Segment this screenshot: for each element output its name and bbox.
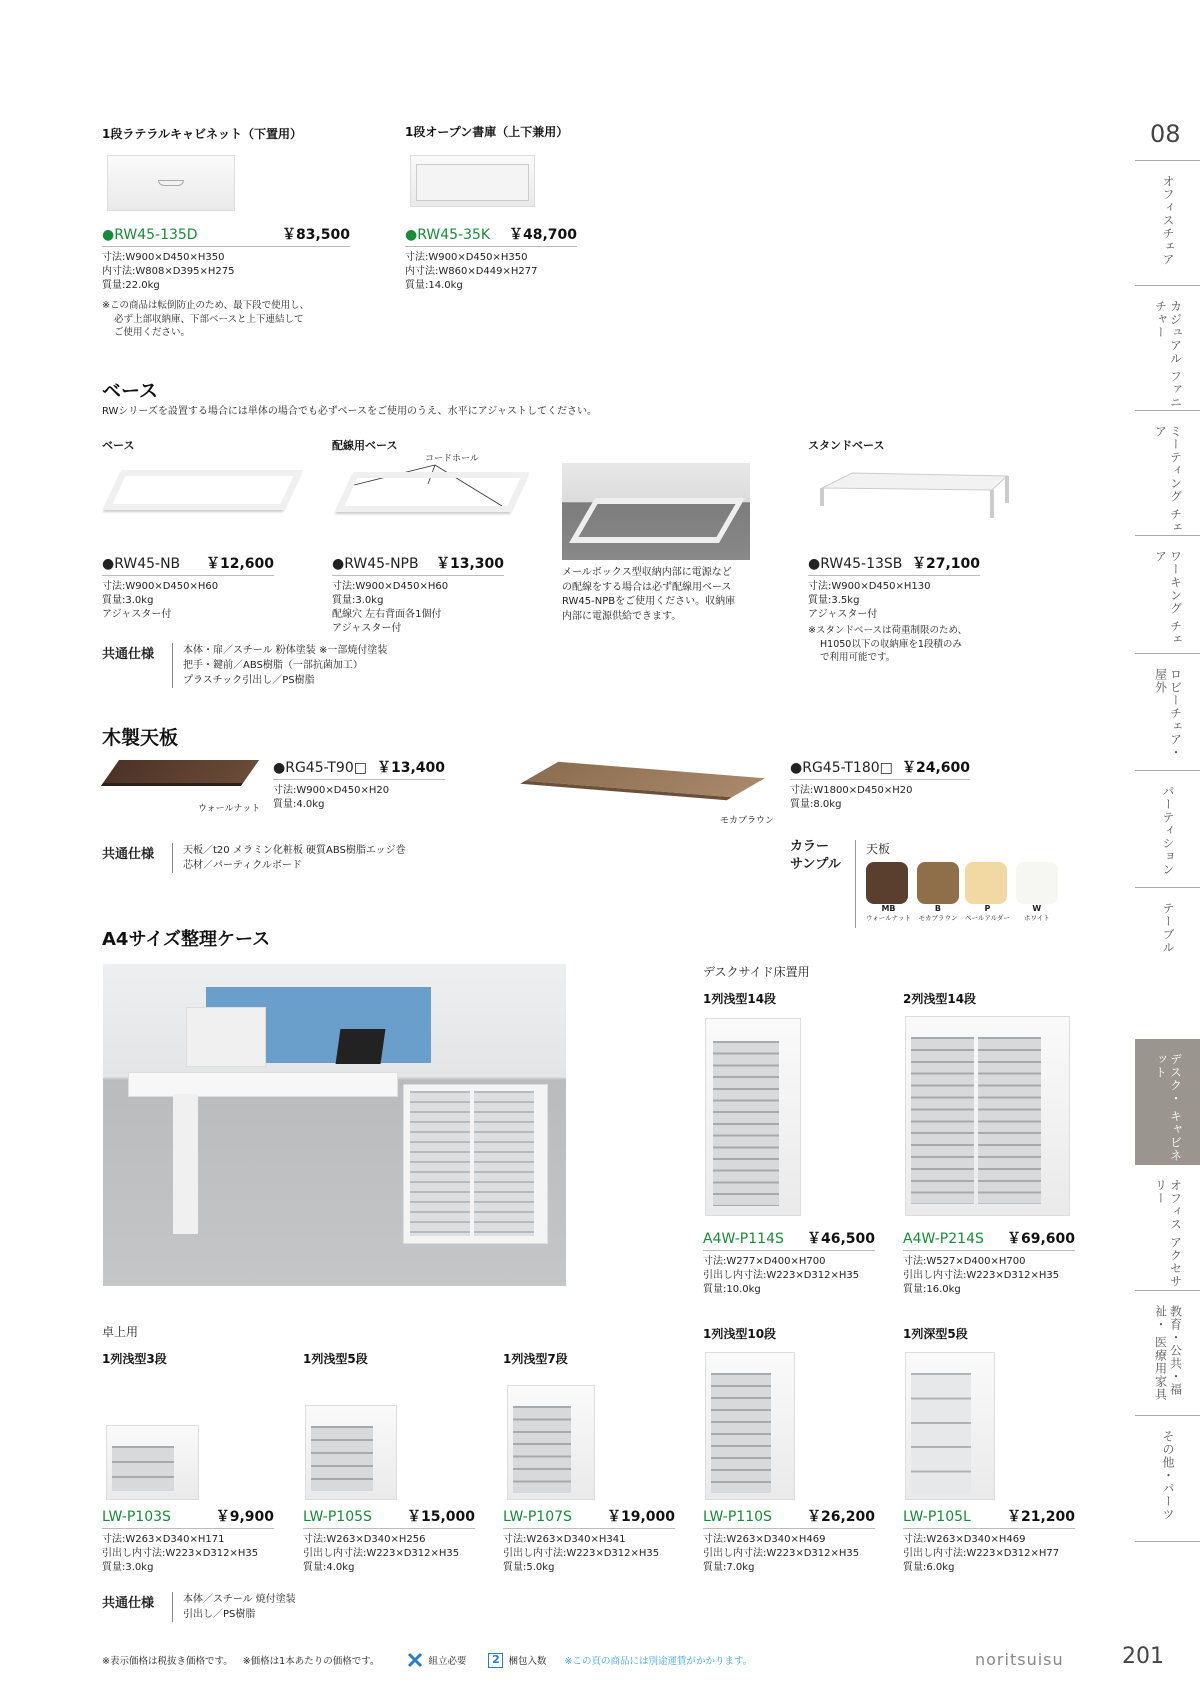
base-section-title: ベース [102,380,159,402]
p110s-image [705,1352,795,1500]
p105l-image [905,1352,995,1500]
product-specs: 寸法:W263×D340×H341 引出し内寸法:W223×D312×H35 質量:5.0kg [503,1534,660,1573]
open-bookcase-image [410,155,535,207]
product-specs: 寸法:W527×D400×H700 引出し内寸法:W223×D312×H35 質量:16.0kg [903,1256,1060,1295]
cabinet-1-price-line [102,224,350,247]
product-price: ￥13,300 [435,556,504,572]
product-price: ￥24,600 [901,760,970,776]
product-price: ￥12,600 [205,556,274,572]
p107s-title: 1列浅型7段 [503,1352,568,1366]
a4-common-specs: 共通仕様 本体／スチール 焼付塗装 引出し／PS樹脂 [102,1594,296,1620]
sidebar-item-casual-furniture[interactable]: カジュアル ファニチャー [1135,285,1200,410]
sidebar-item-other-parts[interactable]: その他・パーツ [1135,1415,1200,1542]
package-label: 梱包入数 [508,1656,547,1667]
footer [102,1652,752,1668]
stand-base-price-line [808,553,980,576]
p105s-price-line [303,1506,475,1529]
base-title: ベース [102,439,135,452]
board-90-price-line [273,757,445,780]
divider [855,840,856,928]
sidebar-item-education-medical[interactable]: 教育・公共・福祉・ 医療用家具 [1135,1290,1200,1415]
product-note: ※スタンドベースは荷重制限のため、 H1050以下の収納庫を1段積のみ で利用可能です。 [808,625,968,663]
product-code: ●RW45-13SB [808,556,903,572]
product-specs: 寸法:W900×D450×H60 質量:3.0kg アジャスター付 [102,581,219,620]
cabinet-2-title: 1段オープン書庫（上下兼用） [405,125,569,139]
product-code: LW-P105S [303,1509,372,1525]
product-code: LW-P103S [102,1509,171,1525]
product-specs: 寸法:W277×D400×H700 引出し内寸法:W223×D312×H35 質量:10.0kg [703,1256,860,1295]
stand-base-image [812,468,1012,528]
product-code: LW-P105L [903,1509,971,1525]
p110s-title: 1列浅型10段 [703,1327,777,1341]
product-code: ●RW45-135D [102,227,198,243]
mocha-board-image [520,762,765,800]
p103s-image [106,1425,199,1500]
product-price: ￥19,000 [606,1509,675,1525]
assembly-label: 組立必要 [428,1656,467,1667]
product-price: ￥26,200 [806,1509,875,1525]
top-board-title: 木製天板 [102,727,179,749]
sidebar-item-working-chair[interactable]: ワーキング チェア [1135,535,1200,653]
product-price: ￥46,500 [806,1231,875,1247]
p103s-title: 1列浅型3段 [102,1352,167,1366]
wiring-base-price-line [332,553,504,576]
desk-label: 卓上用 [102,1325,139,1339]
handle-icon [158,180,184,186]
p114s-title: 1列浅型14段 [703,992,777,1006]
walnut-board-image [101,760,259,786]
wiring-base-photo [562,463,750,560]
p214s-image [905,1016,1070,1216]
p105l-price-line [903,1506,1075,1529]
base-common-specs: 共通仕様 本体・扉／スチール 粉体塗装 ※一部焼付塗装 把手・鍵前／ABS樹脂（一部抗菌加工） プラスチック引出し／PS樹脂 [102,645,388,686]
desktop-file-case [186,1007,266,1067]
p105l-title: 1列深型5段 [903,1327,968,1341]
laptop [336,1029,386,1064]
p105s-image [305,1405,397,1500]
p107s-image [507,1385,595,1500]
product-specs: 寸法:W263×D340×H469 引出し内寸法:W223×D312×H35 質量:7.0kg [703,1534,860,1573]
stand-base-title: スタンドベース [808,439,885,452]
product-specs: 寸法:W900×D450×H350 内寸法:W860×D449×H277 質量:14.0kg [405,252,538,291]
product-specs: 寸法:W900×D450×H350 内寸法:W808×D395×H275 質量:22.0kg [102,252,235,291]
office-scene-photo [103,964,566,1286]
product-code: ●RW45-35K [405,227,491,243]
cord-hole-callout: コードホール [425,454,479,464]
shipping-note: ※この頁の商品には別途運賃がかかります。 [564,1656,753,1667]
product-specs: 寸法:W900×D450×H20 質量:4.0kg [273,785,390,810]
mocha-caption: モカブラウン [720,816,775,826]
sidebar-item-partition[interactable]: パーティション [1135,770,1200,887]
brand-logo: noritsuisu [975,1650,1064,1669]
product-price: ￥83,500 [281,227,350,243]
wiring-base-title: 配線用ベース [332,439,398,452]
product-specs: 寸法:W263×D340×H171 引出し内寸法:W223×D312×H35 質量:3.0kg [102,1534,259,1573]
product-code: ●RW45-NB [102,556,181,572]
desk-top [128,1072,398,1097]
p214s-title: 2列浅型14段 [903,992,977,1006]
product-code: LW-P107S [503,1509,572,1525]
p107s-price-line [503,1506,675,1529]
desk-side-cabinet [403,1084,548,1244]
sidebar-item-office-accessory[interactable]: オフィス アクセサリー [1153,1179,1183,1288]
lateral-cabinet-image [107,155,235,211]
page-number: 201 [1122,1644,1164,1669]
base-image [104,470,303,510]
tax-note: ※表示価格は税抜き価格です。 [102,1656,233,1667]
product-price: ￥21,200 [1006,1509,1075,1525]
sidebar-item-desk-cabinet[interactable]: デスク・ キャビネット [1135,1039,1200,1165]
product-specs: 寸法:W263×D340×H256 引出し内寸法:W223×D312×H35 質量:4.0kg [303,1534,460,1573]
product-price: ￥9,900 [215,1509,274,1525]
p114s-price-line [703,1228,875,1251]
walnut-caption: ウォールナット [198,804,261,814]
swatch-w[interactable]: W ホワイト [1016,862,1058,922]
base-price-line [102,553,274,576]
chapter-number: 08 [1150,120,1181,148]
sidebar-item-office-chair[interactable]: オフィスチェア [1135,160,1200,285]
color-swatches [866,862,1058,922]
product-code: A4W-P214S [903,1231,984,1247]
product-note: ※この商品は転倒防止のため、最下段で使用し、 必ず上部収納庫、下部ベースと上下連結して ご使用ください。 [102,300,310,338]
package-count-icon: 2 [488,1653,503,1668]
board-180-price-line [790,757,970,780]
board-common-specs: 共通仕様 天板／t20 メラミン化粧板 硬質ABS樹脂エッジ巻 芯材／パーティクルボード [102,845,406,871]
product-code: ●RW45-NPB [332,556,419,572]
assembly-tools-icon [407,1652,423,1668]
product-specs: 寸法:W900×D450×H130 質量:3.5kg アジャスター付 [808,581,931,620]
sidebar-item-table[interactable]: テーブル [1135,887,1200,1039]
product-price: ￥15,000 [406,1509,475,1525]
cabinet-2-price-line [405,224,577,247]
product-price: ￥69,600 [1006,1231,1075,1247]
product-code: A4W-P114S [703,1231,784,1247]
product-code: ●RG45-T90□ [273,760,367,776]
price-note: ※価格は1本あたりの価格です。 [242,1656,380,1667]
wiring-photo-caption: メールボックス型収納内部に電源など の配線をする場合は必ず配線用ベース RW45-NPBをご使用ください。収納庫 内部に電源供給できます。 [562,567,736,622]
product-specs: 寸法:W263×D340×H469 引出し内寸法:W223×D312×H77 質量:6.0kg [903,1534,1060,1573]
product-specs: 寸法:W1800×D450×H20 質量:8.0kg [790,785,913,810]
p110s-price-line [703,1506,875,1529]
sidebar-item-meeting-chair[interactable]: ミーティング チェア [1135,410,1200,535]
product-price: ￥27,100 [911,556,980,572]
p214s-price-line [903,1228,1075,1251]
base-section-description: RWシリーズを設置する場合には単体の場合でも必ずベースをご使用のうえ、水平にアジャストしてください。 [102,406,598,417]
product-price: ￥48,700 [508,227,577,243]
product-code: ●RG45-T180□ [790,760,893,776]
color-category: 天板 [866,842,891,856]
a4-case-title: A4サイズ整理ケース [102,929,271,950]
p114s-image [705,1018,801,1216]
p103s-price-line [102,1506,274,1529]
sidebar-item-lobby-chair[interactable]: ロビーチェア・ 屋外 [1135,653,1200,770]
p105s-title: 1列浅型5段 [303,1352,368,1366]
color-sample-label: カラー サンプル [790,839,841,872]
product-code: LW-P110S [703,1509,772,1525]
wiring-base-image [336,472,530,512]
swatch-b[interactable]: B モカブラウン [917,862,959,922]
cabinet-1-title: 1段ラテラルキャビネット（下置用） [102,127,302,141]
product-specs: 寸法:W900×D450×H60 質量:3.0kg 配線穴 左右背面各1個付 アジャスター付 [332,581,449,634]
product-price: ￥13,400 [376,760,445,776]
floor-label: デスクサイド床置用 [703,965,810,979]
swatch-p[interactable]: P ペールアルダー [965,862,1010,922]
swatch-mb[interactable]: MB ウォールナット [866,862,911,922]
